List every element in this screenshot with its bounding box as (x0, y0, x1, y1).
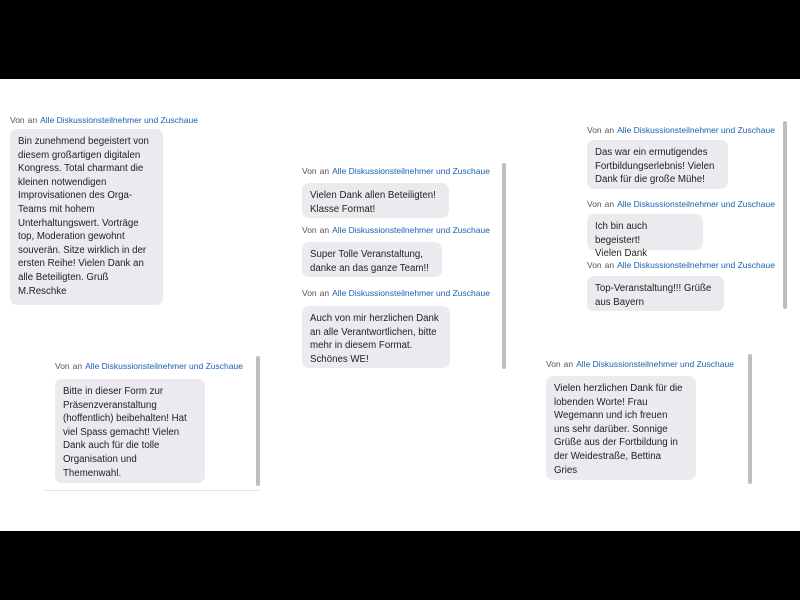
chat-message (302, 288, 490, 365)
message-meta (55, 361, 243, 372)
scrollbar[interactable] (748, 354, 752, 484)
chat-panel (45, 354, 263, 494)
chat-message (55, 361, 243, 479)
message-meta (302, 225, 490, 236)
chat-panel (293, 159, 511, 374)
recipient-link[interactable]: Alle Diskussionsteilnehmer und Zuschaue (617, 199, 775, 209)
scrollbar[interactable] (256, 356, 260, 486)
message-meta (302, 288, 490, 299)
chat-message (587, 199, 775, 260)
recipient-link[interactable]: Alle Diskussionsteilnehmer und Zuschaue (332, 225, 490, 235)
message-bubble: Bitte in dieser Form zur Präsenzveranstaltung (hoffentlich) beibehalten! Hat viel Spass gemacht! Vielen Dank auch für die tolle Organisation und Themenwahl. (55, 379, 205, 483)
from-label: Von (302, 225, 317, 235)
to-label: an (319, 166, 330, 176)
recipient-link[interactable]: Alle Diskussionsteilnehmer und Zuschaue (576, 359, 734, 369)
from-label: Von (302, 166, 317, 176)
message-bubble: Super Tolle Veranstaltung, danke an das ganze Team!! (302, 242, 442, 277)
message-bubble: Das war ein ermutigendes Fortbildungserlebnis! Vielen Dank für die große Mühe! (587, 140, 728, 189)
chat-message (302, 166, 490, 215)
from-label: Von (587, 125, 602, 135)
message-meta (587, 199, 775, 210)
message-bubble: Vielen Dank allen Beteiligten! Klasse Format! (302, 183, 449, 218)
message-bubble: Auch von mir herzlichen Dank an alle Verantwortlichen, bitte mehr in diesem Format. Schönes WE! (302, 306, 450, 368)
screenshot-collage (0, 79, 800, 531)
message-bubble: Ich bin auch begeistert! Vielen Dank (587, 214, 703, 250)
recipient-link[interactable]: Alle Diskussionsteilnehmer und Zuschaue (617, 260, 775, 270)
from-label: Von (546, 359, 561, 369)
chat-panel (580, 117, 790, 317)
message-bubble: Vielen herzlichen Dank für die lobenden Worte! Frau Wegemann und ich freuen uns sehr darüber. Sonnige Grüße aus der Fortbildung in der Weidestraße, Bettina Gries (546, 376, 696, 480)
message-meta (587, 260, 775, 271)
message-bubble: Top-Veranstaltung!!! Grüße aus Bayern (587, 276, 724, 311)
recipient-link[interactable]: Alle Diskussionsteilnehmer und Zuschaue (332, 288, 490, 298)
chat-panel (0, 79, 210, 309)
message-meta (10, 115, 198, 126)
to-label: an (27, 115, 38, 125)
to-label: an (319, 225, 330, 235)
chat-message (302, 225, 490, 274)
recipient-link[interactable]: Alle Diskussionsteilnehmer und Zuschaue (85, 361, 243, 371)
from-label: Von (10, 115, 25, 125)
recipient-link[interactable]: Alle Diskussionsteilnehmer und Zuschaue (332, 166, 490, 176)
to-label: an (319, 288, 330, 298)
message-meta (546, 359, 734, 370)
chat-message (587, 260, 775, 308)
scrollbar[interactable] (783, 121, 787, 309)
from-label: Von (587, 260, 602, 270)
chat-message (587, 125, 775, 186)
recipient-link[interactable]: Alle Diskussionsteilnehmer und Zuschaue (40, 115, 198, 125)
to-label: an (72, 361, 83, 371)
to-label: an (604, 260, 615, 270)
chat-message (10, 115, 198, 297)
from-label: Von (302, 288, 317, 298)
to-label: an (604, 199, 615, 209)
to-label: an (604, 125, 615, 135)
from-label: Von (587, 199, 602, 209)
chat-panel (535, 354, 757, 489)
to-label: an (563, 359, 574, 369)
chat-message (546, 359, 734, 476)
recipient-link[interactable]: Alle Diskussionsteilnehmer und Zuschaue (617, 125, 775, 135)
divider (45, 490, 259, 491)
message-meta (587, 125, 775, 136)
message-meta (302, 166, 490, 177)
scrollbar[interactable] (502, 163, 506, 369)
from-label: Von (55, 361, 70, 371)
message-bubble: Bin zunehmend begeistert von diesem großartigen digitalen Kongress. Total charmant die kleinen notwendigen Improvisationen des Orga- Teams mit hohem Unterhaltungswert. Vorträge top, Moderation gewohnt souverän. Sitze wirklich in der ersten Reihe! Vielen Dank an alle Beteiligten. Gruß M.Reschke (10, 129, 163, 305)
